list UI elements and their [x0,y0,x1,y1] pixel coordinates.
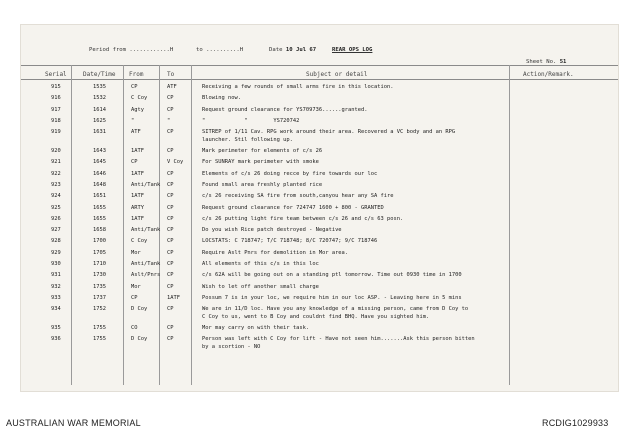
from-cell: CP [131,294,138,301]
table-row [21,84,618,92]
subject-cell: Found small area freshly planted rice [202,181,323,188]
subject-cell: launcher. Stil following up. [202,136,293,143]
subject-cell: Wish to let off another small charge [202,283,319,290]
table-row [21,250,618,258]
to-cell: CP [167,204,174,211]
serial-cell: 923 [51,181,61,188]
time-cell: 1655 [93,215,106,222]
sheet-number: Sheet No. 51 [526,59,567,65]
log-sheet [20,24,619,392]
archive-id: RCDIG1029933 [542,418,609,428]
subject-cell: Request ground clearance for YS709736......granted. [202,106,368,113]
time-cell: 1645 [93,159,106,166]
table-row [21,284,618,292]
from-cell: Mor [131,249,141,256]
to-cell: CP [167,95,174,102]
to-cell: CP [167,106,174,113]
serial-cell: 927 [51,227,61,234]
serial-cell: 929 [51,249,61,256]
from-cell: Anti/Tank [131,181,161,188]
time-cell: 1737 [93,294,106,301]
table-row [21,118,618,126]
time-cell: 1655 [93,204,106,211]
from-cell: CP [131,159,138,166]
to-cell: CP [167,261,174,267]
table-row [21,227,618,235]
col-dtg: Date/Time [83,71,116,78]
table-row [21,261,618,269]
subject-cell: Blowing now. [202,95,241,102]
table-row [21,148,618,156]
serial-cell: 915 [51,84,61,90]
from-cell: Anti/Tank [131,261,161,267]
time-cell: 1700 [93,238,106,245]
time-cell: 1648 [93,181,106,188]
table-row [21,193,618,201]
time-cell: 1710 [93,261,106,267]
table-row [21,272,618,280]
to-cell: CP [167,148,174,154]
from-cell: 1ATF [131,215,144,222]
serial-cell: 922 [51,170,61,177]
time-cell: 1752 [93,306,106,313]
serial-cell: 935 [51,325,61,331]
table-row [21,205,618,213]
time-cell: 1755 [93,336,106,343]
serial-cell: 920 [51,148,61,154]
table-row [21,171,618,179]
serial-cell: 926 [51,215,61,222]
time-cell: 1730 [93,272,106,279]
table-row [21,129,618,144]
col-to: To [167,71,175,78]
time-cell: 1651 [93,193,106,200]
subject-cell: We are in 11/D loc. Have you any knowledge of a missing person, came from D Coy to [202,306,469,313]
subject-cell: Possum 7 is in your loc, we require him in our loc ASP. - Leaving here in 5 mins [202,294,462,301]
to-cell: CP [167,227,174,234]
from-cell: " [131,117,135,124]
subject-cell: Elements of c/s 26 doing recce by fire towards our loc [202,170,378,177]
to-cell: CP [167,215,174,222]
table-row [21,159,618,167]
subject-cell: C Coy to us, went to B Coy and couldnt find BHQ. Have you sighted him. [202,313,430,320]
from-cell: Agty [131,106,144,113]
from-cell: ATF [131,129,141,136]
from-cell: 1ATF [131,148,144,154]
to-cell: CP [167,272,174,279]
table-row [21,336,618,351]
serial-cell: 917 [51,106,61,113]
time-cell: 1658 [93,227,106,234]
time-cell: 1614 [93,106,106,113]
serial-cell: 916 [51,95,61,102]
from-cell: C Coy [131,95,148,102]
to-cell: ATF [167,84,177,90]
serial-cell: 936 [51,336,61,343]
serial-cell: 934 [51,306,61,313]
serial-cell: 932 [51,283,61,290]
subject-cell: c/s 26 receiving SA fire from south,canyou hear any SA fire [202,193,394,200]
to-cell: CP [167,129,174,136]
subject-cell: LOCSTATS: C 718747; T/C 718748; 8/C 720747; 9/C 718746 [202,238,378,245]
from-cell: Mor [131,283,141,290]
table-row [21,216,618,224]
archive-credit: AUSTRALIAN WAR MEMORIAL [6,418,141,428]
serial-cell: 931 [51,272,61,279]
period-to: to ..........H [196,47,244,53]
to-cell: CP [167,336,174,343]
from-cell: 1ATF [131,193,144,200]
to-cell: " [167,117,171,124]
to-cell: 1ATF [167,294,180,301]
serial-cell: 933 [51,294,61,301]
time-cell: 1705 [93,249,106,256]
to-cell: CP [167,193,174,200]
subject-cell: c/s 26 putting light fire team between c/s 26 and c/s 63 posn. [202,215,404,222]
from-cell: D Coy [131,306,148,313]
serial-cell: 918 [51,117,61,124]
subject-cell: " " YS720742 [202,117,300,124]
table-row [21,238,618,246]
subject-cell: For SUNRAY mark perimeter with smoke [202,159,319,166]
serial-cell: 925 [51,204,61,211]
header-rule-bottom [21,79,618,80]
serial-cell: 921 [51,159,61,166]
table-row [21,182,618,190]
period-from: Period from ............H [89,47,174,53]
subject-cell: Request ground clearance for 724747 1600 + 800 - GRANTED [202,204,384,211]
subject-cell: Do you wish Rice patch destroyed - Negative [202,227,342,234]
to-cell: CP [167,306,174,313]
to-cell: CP [167,181,174,188]
subject-cell: SITREP of 1/11 Cav. RPG work around their area. Recovered a VC body and an RPG [202,129,456,136]
date-field: Date 10 Jul 67 [269,47,317,53]
time-cell: 1625 [93,117,106,124]
subject-cell: Receiving a few rounds of small arms fire in this location. [202,84,394,90]
time-cell: 1735 [93,283,106,290]
subject-cell: All elements of this c/s in this loc [202,261,319,267]
subject-cell: Mor may carry on with their task. [202,325,310,331]
from-cell: D Coy [131,336,148,343]
to-cell: CP [167,170,174,177]
time-cell: 1532 [93,95,106,102]
table-row [21,107,618,115]
col-subject: Subject or detail [306,71,368,78]
col-action: Action/Remark. [523,71,574,78]
time-cell: 1643 [93,148,106,154]
from-cell: ARTY [131,204,144,211]
table-row [21,295,618,303]
header-rule-top [21,65,618,66]
time-cell: 1646 [93,170,106,177]
table-row [21,95,618,103]
serial-cell: 930 [51,261,61,267]
from-cell: Anti/Tank [131,227,161,234]
from-cell: Aslt/Pnrs [131,272,161,279]
table-row [21,306,618,321]
from-cell: CO [131,325,138,331]
serial-cell: 919 [51,129,61,136]
subject-cell: c/s 62A will be going out on a standing ptl tomorrow. Time out 0930 time in 1700 [202,272,462,279]
from-cell: C Coy [131,238,148,245]
subject-cell: Mark perimeter for elements of c/s 26 [202,148,323,154]
serial-cell: 924 [51,193,61,200]
serial-cell: 928 [51,238,61,245]
to-cell: V Coy [167,159,184,166]
subject-cell: Require Aslt Pnrs for demolition in Mor area. [202,249,349,256]
time-cell: 1631 [93,129,106,136]
col-from: From [129,71,144,78]
from-cell: CP [131,84,138,90]
to-cell: CP [167,325,174,331]
to-cell: CP [167,283,174,290]
from-cell: 1ATF [131,170,144,177]
table-row [21,325,618,333]
time-cell: 1535 [93,84,106,90]
to-cell: CP [167,238,174,245]
subject-cell: by a scortion - NO [202,343,261,350]
subject-cell: Person was left with C Coy for lift - Have not seen him.......Ask this person bitten [202,336,475,343]
time-cell: 1755 [93,325,106,331]
unit-title: REAR OPS LOG [332,47,373,53]
col-serial: Serial [45,71,67,78]
to-cell: CP [167,249,174,256]
